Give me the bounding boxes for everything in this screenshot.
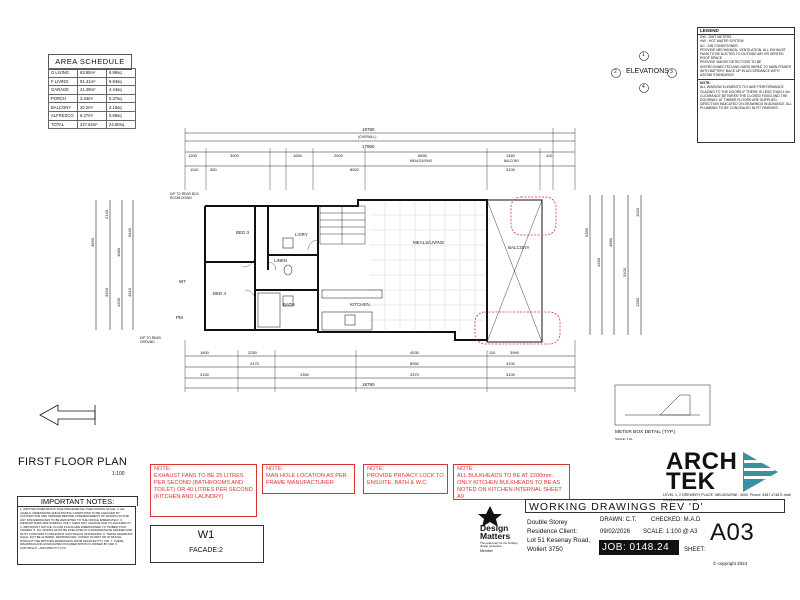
job-number: JOB: 0148.24 (599, 540, 679, 555)
note-bulkheads: NOTE: ALL BULKHEADS TO BE AT 2200mm. ONLY KITCHEN BULKHEADS TO BE AS NOTED ON KITCHEN INTERNAL SHEET A9 (453, 464, 570, 500)
room-linen: LINEN (274, 258, 288, 263)
archtek-logo: ARCH TEK (666, 448, 738, 495)
dim-right-1: 5380 (583, 228, 589, 237)
legend-panel (697, 27, 795, 143)
facade-label: FACADE:2 (189, 547, 223, 554)
room-laundry: L'DRY (295, 232, 308, 237)
drawing-scale: SCALE: 1:100 @ A3 (643, 529, 698, 535)
legend-note-title: NOTE: (700, 81, 711, 86)
drawn-by: DRAWN: C.T. (600, 517, 637, 523)
area-cell-label: BALCONY (49, 103, 78, 112)
area-row (49, 103, 136, 112)
area-row (49, 86, 136, 95)
dim-left-6: 6440 (126, 228, 132, 237)
area-schedule-table (48, 68, 136, 129)
area-row (49, 77, 136, 86)
legend-title: LEGEND (698, 28, 794, 35)
design-matters-logo: Design Matters (480, 523, 511, 541)
area-cell-sq: 9.84sq (107, 77, 136, 86)
area-row (49, 94, 136, 103)
copyright: © copyright 2024 (713, 561, 748, 566)
dim-top-seg-2: 3000 (230, 153, 239, 158)
dim-left-7: 4310 (126, 288, 132, 297)
dim-right-4: 3100 (621, 268, 627, 277)
note-privacy-lock: NOTE: PROVIDE PRIVACY LOCK TO ENSUITE, BATH & W.C. (363, 464, 448, 494)
dim-top-seg-4: 2500 (334, 153, 343, 158)
dim-top-seg-7: 110 (546, 153, 553, 158)
callout-w7: W7 (179, 279, 186, 284)
area-cell-sq: 4.44sq (107, 86, 136, 95)
elevation-marker-4: 4 (642, 84, 645, 90)
area-row (49, 111, 136, 120)
area-cell-label: PORCH (49, 94, 78, 103)
dim-bottom-r1-4: 110 (489, 350, 496, 355)
client-line-2: Residence Client: (527, 528, 578, 535)
legend-items (698, 35, 794, 77)
dim-top-seg-1: 1200 (188, 153, 197, 158)
dim-left-small-2: 350 (210, 167, 217, 172)
legend-item: HW - HOT WATER SYSTEM (700, 39, 744, 44)
dim-bottom-r2-3: 3100 (506, 361, 515, 366)
dim-top-seg-6: 1460 (506, 153, 515, 158)
design-matters-tagline: The peak body for the building design profession (480, 541, 518, 549)
elevation-marker-1: 1 (642, 52, 645, 58)
drawing-date: 09/02/2026 (600, 529, 631, 535)
area-cell-label: GARAGE (49, 86, 78, 95)
design-matters-member: Member (480, 549, 493, 553)
area-cell-sq: 24.50sq (107, 120, 136, 129)
dim-bottom-r1-2: 2250 (248, 350, 257, 355)
archtek-address: LEVEL 1, 2 DREWERY PLACE, MELBOURNE, 3000, Phone: 9487 4748 E-mail: info@archtek.com.au (663, 493, 792, 502)
dim-bottom-overall: 18790 (362, 382, 375, 387)
area-cell-m2: 63.95m² (78, 69, 107, 78)
note-exhaust-fans: NOTE: EXHAUST FANS TO BE 25 LITRES PER SECOND (BATHROOMS AND TOILET) OR 40 LITRES PER SECOND (KITCHEN AND LAUNDRY) (150, 464, 257, 517)
client-line-3: Lot 51 Kesenay Road, (527, 537, 591, 544)
dim-right-2: 1280 (595, 258, 601, 267)
room-kitchen: KITCHEN (350, 302, 370, 307)
area-row (49, 120, 136, 129)
dim-top-seg-3: 1650 (293, 153, 302, 158)
dim-bottom-r3-2: 1350 (300, 372, 309, 377)
dim-left-1: 4560 (89, 238, 95, 247)
dim-bottom-r2-2: 8950 (410, 361, 419, 366)
area-cell-m2: 227.62m² (78, 120, 107, 129)
area-cell-m2: 6.27m² (78, 111, 107, 120)
area-cell-label: ALFRESCO (49, 111, 78, 120)
area-cell-sq: 2.18sq (107, 103, 136, 112)
dim-left-4: 1080 (115, 248, 121, 257)
room-meals-living: MEALS/LIVING (413, 240, 445, 245)
dim-top-seg-5: 6890 (418, 153, 427, 158)
area-row (49, 69, 136, 78)
dim-center-long: 8920 (350, 167, 359, 172)
room-bed3: BED 3 (236, 230, 250, 235)
room-balcony: BALCONY (508, 245, 530, 250)
dim-left-2: 2140 (103, 210, 109, 219)
client-info (527, 518, 590, 554)
dim-right-5: 1040 (634, 208, 640, 217)
dim-bottom-r1-3: 4530 (410, 350, 419, 355)
legend-item: PROVIDE MECHANICAL VENTILATION. ALL EXHAUST FANS TO BE DUCTED TO OUTSIDE AIR OR VENTED ROOF SPACE (700, 47, 786, 61)
area-cell-sq: 0.68sq (107, 111, 136, 120)
important-notes-title: IMPORTANT NOTES: (17, 496, 138, 506)
dim-bottom-r1-5: 3990 (510, 350, 519, 355)
callout-pm: PM (176, 315, 183, 320)
facade-code: W1 (197, 529, 215, 541)
dim-top-sub-5: MEALS/LIVING (410, 159, 433, 163)
sheet-number: A03 (710, 519, 755, 546)
dim-bottom-r2-1: 2470 (250, 361, 259, 366)
dim-left-3: 3150 (103, 288, 109, 297)
dim-left-small-1: 1110 (190, 167, 199, 172)
client-line-4: Wollert 3750 (527, 546, 563, 553)
note-man-hole: NOTE: MAN HOLE LOCATION AS PER FRAME MANUFACTURER (262, 464, 355, 494)
area-cell-label: F LIVING (49, 77, 78, 86)
dim-bottom-r3-4: 3100 (506, 372, 515, 377)
dim-top-sub-6: BALCONY (504, 159, 520, 163)
room-bed4: BED 4 (213, 291, 227, 296)
area-cell-label: TOTAL (49, 120, 78, 129)
room-bath: BATH (283, 302, 295, 307)
area-cell-sq: 0.37sq (107, 94, 136, 103)
legend-item: PROVIDE SMOKE DETECTORS TO BE INTERCONNECTED AND HARD WIRED TO MAIN POWER WITH BATTERY BACK UP IN ACCORDANCE WITH AS3786 STANDARDS (700, 60, 792, 78)
dim-bottom-r3-3: 3370 (410, 372, 419, 377)
legend-item: DW - DWT METERS (700, 35, 732, 40)
dim-right-6: 1280 (634, 298, 640, 307)
dim-bottom-r3-1: 3150 (200, 372, 209, 377)
client-line-1: Double Storey (527, 519, 568, 526)
legend-note: ALL WINDOW ELEMENTS TO HAVE PERFORMANCE GLAZING TO THE DOORS IF THERE IS LESS THAN 1.0m CLEARANCE BETWEEN THE CLOSED FIXED AND THE DOORWAY. AT TIMBER FLOORS ARE SUPPLIED, DIRECTION INDICATED ON DRAWINGS IN ADVANCE. ALL PLUMBING TO BE CONCEALED IN FIT FINISHES. (700, 85, 792, 111)
dim-overall-top: 18790 (362, 127, 375, 132)
area-cell-label: G LIVING (49, 69, 78, 78)
area-cell-m2: 41.29m² (78, 86, 107, 95)
dim-overall-top-sub: (OVERALL) (358, 135, 377, 139)
checked-by: CHECKED: M.A.D (651, 517, 701, 523)
area-cell-sq: 6.99sq (107, 69, 136, 78)
dim-bottom-r1-1: 1600 (200, 350, 209, 355)
area-cell-m2: 91.41m² (78, 77, 107, 86)
dim-right-3: 4980 (607, 238, 613, 247)
meter-box-scale: SCALE: 1:20 (615, 437, 633, 441)
elevations-label: ELEVATIONS (626, 68, 669, 75)
dim-left-5: 1200 (115, 298, 121, 307)
sheet-label: SHEET: (684, 547, 706, 553)
legend-item: AC - AIR CONDITIONER (700, 43, 738, 48)
elevation-marker-3: 3 (670, 69, 673, 75)
area-schedule-title: AREA SCHEDULE (48, 54, 132, 70)
important-notes-body: 1. WRITTEN DIMENSIONS TAKE PRECEDENCE OVER DRAWN SCALE. 2. ALL LEVELS, DIMENSIONS AND EXISTING CONDITIONS TO BE CHECKED BY CONTRACTOR AND VERIFIED BEFORE COMMENCEMENT OF WORKS ON SITE. ANY DISCREPANCIES TO BE REPORTED TO THE OFFICE IMMEDIATELY. 3. WINDOW SIZES ARE NOMINAL ONLY. SIZES MAY CHANGE DUE TO AVAILABILITY. 4. IMPORTANT NOTICE: FLOOR PLANS ARE DIMENSIONED TO TIMBER STUD FRAMES. 5. ALL WORKS MUST BE EXECUTED IN A WORKMANLIKE MANNER AND MUST CONFORM TO RELEVANT AUSTRALIAN STANDARDS. 6. THESE DRAWINGS SHALL NOT BE ALTERED, REPRODUCED, COPIED IN PART OR IN WHOLE WITHOUT THE WRITTEN PERMISSION FROM ARCHTEK PTY LTD. 7. THESE DRAWINGS AND ASSOCIATED DOCUMENTATION IS OWNED BY AND © COPYRIGHT - ARCHTEK PTY LTD. (17, 506, 136, 565)
callout-dp-bottom: D/P TO REAR GROUND (140, 336, 161, 344)
plan-title: FIRST FLOOR PLAN (18, 456, 128, 468)
dim-second-top: 17950 (362, 144, 375, 149)
callout-dp-top: D/P TO REAR BOX ROOM DOWN (170, 192, 199, 200)
elevation-marker-2: 2 (614, 69, 617, 75)
meter-box-title: METER BOX DETAIL (TYP.) (615, 430, 676, 435)
area-cell-m2: 20.2m² (78, 103, 107, 112)
plan-scale: 1:100 (112, 471, 125, 477)
area-cell-m2: 3.44m² (78, 94, 107, 103)
drawing-status: WORKING DRAWINGS REV 'D' (525, 499, 785, 513)
dim-balcony-top: 3100 (506, 167, 515, 172)
